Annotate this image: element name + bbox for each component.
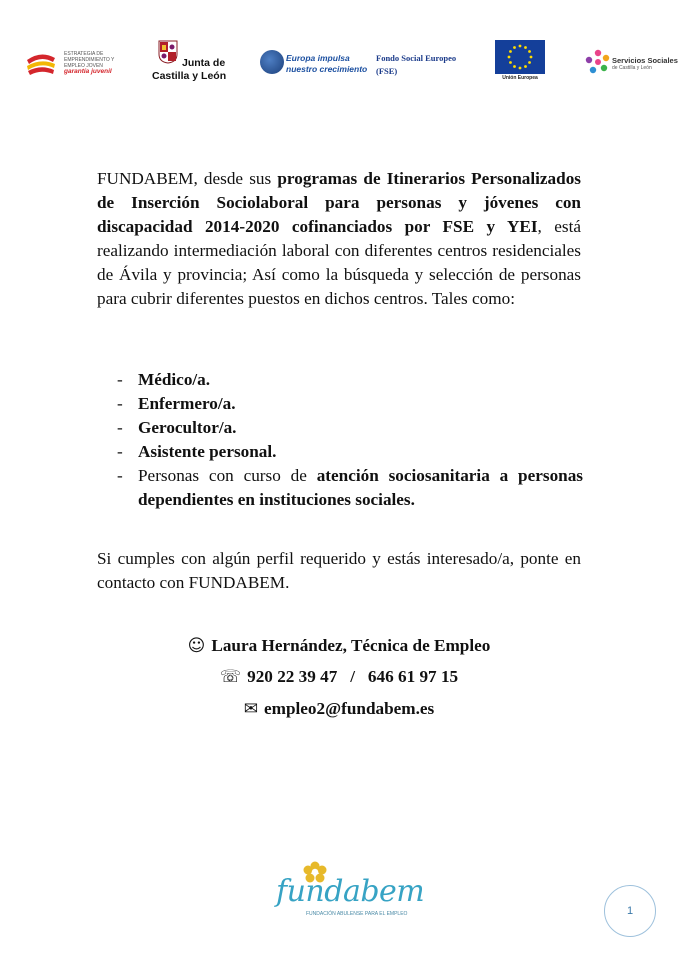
eu-flag-icon (495, 40, 545, 74)
list-item: - Asistente personal. (117, 442, 277, 461)
eu-star-icon (528, 61, 531, 64)
list-item: - Enfermero/a. (117, 394, 236, 413)
eu-star-icon (513, 65, 516, 68)
intro-text-start: FUNDABEM, desde sus (97, 169, 278, 188)
garantia-juvenil-logo (24, 48, 124, 78)
europa-impulsa-text: Europa impulsa nuestro crecimiento (286, 53, 368, 74)
phone-icon: ☏ (219, 667, 242, 687)
europa-impulsa-logo (260, 50, 368, 78)
list-item-text: Asistente personal. (138, 442, 277, 461)
eu-star-icon (524, 46, 527, 49)
contact-phones (0, 667, 678, 687)
junta-castilla-leon-logo (150, 40, 230, 84)
servicios-sociales-sub: de Castilla y León (612, 65, 652, 71)
page-number: 1 (604, 885, 656, 937)
contact-paragraph: Si cumples con algún perfil requerido y estás interesado/a, ponte en contacto con FUNDABEM. (97, 549, 581, 592)
eu-star-icon (519, 67, 522, 70)
union-europea-logo (494, 40, 546, 84)
smiley-icon: ☺ (187, 636, 206, 656)
envelope-icon: ✉ (243, 699, 259, 719)
eu-star-icon (509, 61, 512, 64)
globe-icon (260, 50, 284, 74)
fundabem-tagline: FUNDACIÓN ABULENSE PARA EL EMPLEO (306, 911, 408, 917)
eu-star-icon (524, 65, 527, 68)
contact-email-link[interactable]: empleo2@fundabem.es (264, 699, 435, 718)
servicios-sociales-logo (584, 48, 678, 78)
eu-star-icon (519, 45, 522, 48)
eu-star-icon (509, 50, 512, 53)
intro-paragraph (97, 167, 581, 311)
people-circle-icon (584, 48, 612, 76)
list-item-text: Médico/a. (138, 370, 211, 389)
junta-line1: Junta de (182, 57, 226, 69)
intro-program-bold: programas de Itinerarios Personalizados de Inserción Sociolaboral para personas y jóvenes con discapacidad 2014-2020 cofinanciados por FSE y YEI (97, 169, 581, 236)
fundabem-logo (272, 858, 425, 928)
union-europea-caption: Unión Europea (502, 75, 538, 81)
list-item-text: Enfermero/a. (138, 394, 236, 413)
garantia-juvenil-icon (24, 50, 58, 76)
eu-star-icon (530, 56, 533, 59)
coat-of-arms-icon (158, 40, 178, 64)
list-item-bold: atención sociosanitaria a personas dependientes en instituciones sociales. (138, 466, 584, 509)
contact-phones-text: 920 22 39 47 / 646 61 97 15 (247, 667, 459, 686)
job-list (117, 368, 583, 512)
contact-name-text: Laura Hernández, Técnica de Empleo (211, 636, 491, 655)
contact-email (0, 699, 678, 719)
eu-star-icon (528, 50, 531, 53)
contact-name (0, 636, 678, 656)
fondo-social-europeo-text: Fondo Social Europeo (FSE) (376, 53, 457, 76)
servicios-sociales-title: Servicios Sociales (612, 56, 678, 65)
fundabem-wordmark: fundabem (276, 874, 425, 909)
intro-text-end: , está realizando intermediación laboral con diferentes centros residenciales de Ávila y provincia; Así como la búsqueda y selección de personas para cubrir diferentes puestos en dichos centros. Tales como: (97, 217, 581, 308)
eu-star-icon (508, 56, 511, 59)
header-logos (0, 38, 678, 88)
list-item: - Personas con curso de atención sociosanitaria a personas dependientes en instituciones sociales. (117, 466, 584, 509)
eu-star-icon (513, 46, 516, 49)
list-item: - Gerocultor/a. (117, 418, 237, 437)
list-item: - Médico/a. (117, 370, 211, 389)
list-item-text: Gerocultor/a. (138, 418, 237, 437)
list-item-text: Personas con curso de (138, 466, 317, 485)
garantia-juvenil-text: ESTRATEGIA DE EMPRENDIMIENTO Y EMPLEO JOVEN garantía juvenil (64, 51, 115, 75)
junta-line2: Castilla y León (152, 70, 227, 82)
